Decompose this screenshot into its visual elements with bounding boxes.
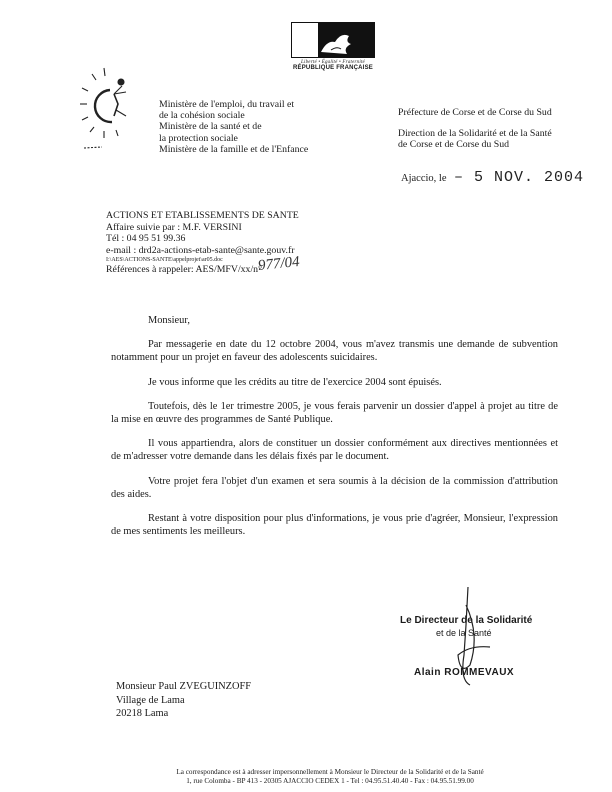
letter-body [111, 314, 558, 538]
signatory-name: Alain ROMMEVAUX [414, 667, 515, 678]
footer [100, 768, 560, 786]
sender-phone: Tél : 04 95 51 99.36 [106, 233, 186, 244]
recipient-village: Village de Lama [116, 694, 185, 706]
direction-line-2: de Corse et de Corse du Sud [398, 139, 510, 150]
signatory-subtitle: et de la Santé [436, 628, 492, 638]
prefecture-block [398, 107, 598, 151]
ministry-line: Ministère de l'emploi, du travail et [159, 99, 295, 110]
references-label: Références à rappeler: AES/MFV/xx/n° [106, 264, 262, 275]
signature-block [400, 615, 580, 678]
service-name: ACTIONS ET ETABLISSEMENTS DE SANTE [106, 210, 299, 221]
paragraph: Toutefois, dès le 1er trimestre 2005, je vous ferais parvenir un dossier d'appel à projet au titre de la mise en œuvre des programmes de Santé Publique. [111, 400, 558, 426]
file-path: I:\AES\ACTIONS-SANTE\appelprojet\ar05.doc [106, 257, 223, 263]
sender-email: e-mail : drd2a-actions-etab-sante@sante.gouv.fr [106, 244, 295, 256]
ministry-line: la protection sociale [159, 132, 238, 144]
paragraph: Il vous appartiendra, alors de constituer un dossier conformément aux directives mentionnées et de m'adresser votre demande dans les délais fixés par le document. [111, 438, 558, 463]
date-stamp: – 5 NOV. 2004 [454, 169, 585, 186]
affaire-suivie: Affaire suivie par : M.F. VERSINI [106, 221, 242, 233]
ministry-line: de la cohésion sociale [159, 110, 245, 122]
footer-line-2: 1, rue Colomba - BP 413 - 20305 AJACCIO CEDEX 1 - Tel : 04.95.51.40.40 - Fax : 04.95.51.99.00 [186, 777, 474, 785]
footer-line-1: La correspondance est à adresser impersonnellement à Monsieur le Directeur de la Solidarité et de la Santé [176, 768, 484, 776]
sender-block [106, 210, 366, 276]
recipient-postcode: 20218 Lama [116, 708, 169, 719]
ministry-line: Ministère de la famille et de l'Enfance [159, 143, 309, 155]
handwritten-signature [430, 585, 500, 695]
date-place: Ajaccio, le [401, 173, 447, 184]
ministry-block [159, 99, 369, 155]
salutation: Monsieur, [148, 315, 191, 326]
recipient-address [116, 680, 251, 721]
marianne-logo [291, 22, 375, 80]
signatory-title: Le Directeur de la Solidarité [400, 615, 533, 626]
marianne-emblem [291, 22, 375, 58]
ministry-sun-logo [78, 60, 148, 155]
paragraph: Votre projet fera l'objet d'un examen et sera soumis à la décision de la commission d'attribution des aides. [111, 475, 558, 500]
paragraph: Je vous informe que les crédits au titre de l'exercice 2004 sont épuisés. [148, 376, 442, 388]
direction-line-1: Direction de la Solidarité et de la Santé [398, 127, 552, 139]
prefecture-name: Préfecture de Corse et de Corse du Sud [398, 107, 552, 118]
marianne-profile-icon [291, 22, 375, 58]
republic-motto: Liberté • Égalité • Fraternité [301, 60, 365, 65]
ministry-line: Ministère de la santé et de [159, 121, 262, 133]
republic-name: RÉPUBLIQUE FRANÇAISE [292, 65, 373, 71]
recipient-name: Monsieur Paul ZVEGUINZOFF [116, 681, 252, 692]
paragraph: Restant à votre disposition pour plus d'informations, je vous prie d'agréer, Monsieur, l'expression de mes sentiments les meilleurs. [111, 513, 558, 538]
paragraph: Par messagerie en date du 12 octobre 2004, vous m'avez transmis une demande de subvention notamment pour un projet en faveur des adolescents suicidaires. [111, 339, 558, 364]
reference-number-handwritten: 977/04 [257, 253, 301, 275]
